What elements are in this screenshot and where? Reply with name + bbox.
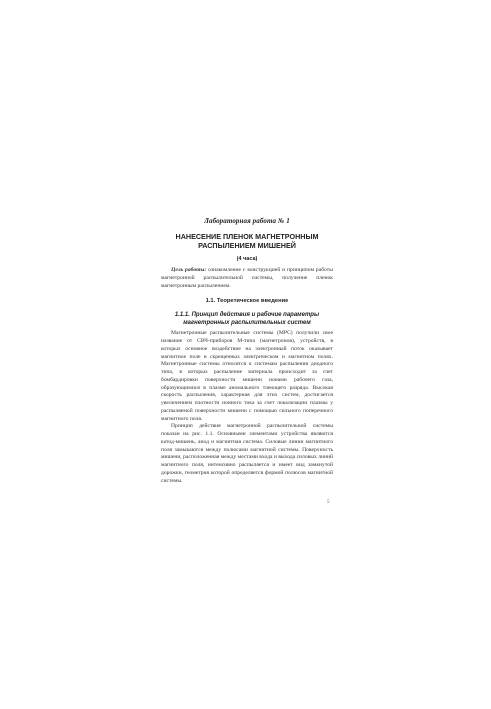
lab-title: Лабораторная работа № 1 [204,217,290,225]
body-paragraph-2: Принцип действия магнетронной распылительной системы показан на рис. 1.1. Основными элементами устройства являются катод-мишень, анод и магнитная система. Силовые линии магнитного поля замыкаются между полюсами магнитной системы. Поверхность мишени, расположенная между местами входа и выхода силовых линий магнитного поля, интенсивно распыляется и имеет вид замкнутой дорожки, геометрия которой определяется формой полюсов магнитной системы. [161,423,334,484]
goal-label: Цель работы: [171,267,207,273]
main-title-line2: РАСПЫЛЕНИЕМ МИШЕНЕЙ [198,241,296,250]
subsection-title-line2: магнетронных распылительных систем [183,320,311,327]
text-block [161,217,333,485]
page-number: 5 [327,500,330,505]
section-title: 1.1. Теоретическое введение [205,298,289,305]
main-title [161,232,333,250]
main-title-line1: НАНЕСЕНИЕ ПЛЕНОК МАГНЕТРОННЫМ [175,232,319,241]
goal-paragraph [161,267,333,290]
subsection-title [161,311,333,327]
body-paragraph-1: Магнетронные распылительные системы (МРС) получили свое название от СВЧ-приборов М-типа (магнетронов), устройств, в которых основное воздействие на электронный поток оказывает магнитное поле в скрещенных электрическом и магнитном полях. Магнетронные системы относятся к системам распыления диодного типа, в которых распыление материала происходит за счет бомбардировки поверхности мишени ионами рабочего газа, образующимися в плазме аномального тлеющего разряда. Высокая скорость распыления, характерная для этих систем, достигается увеличением плотности ионного тока за счет локализации плазмы у распыляемой поверхности мишени с помощью сильного поперечного магнитного поля. [161,330,333,422]
goal-text: ознакомление с конструкцией и принципом работы магнетронной распылительной системы, получение пленок магнетронным распылением. [161,267,333,289]
hours-note: (4 часа) [236,256,258,262]
subsection-title-line1: 1.1.1. Принцип действия и рабочие параметры [174,312,320,319]
